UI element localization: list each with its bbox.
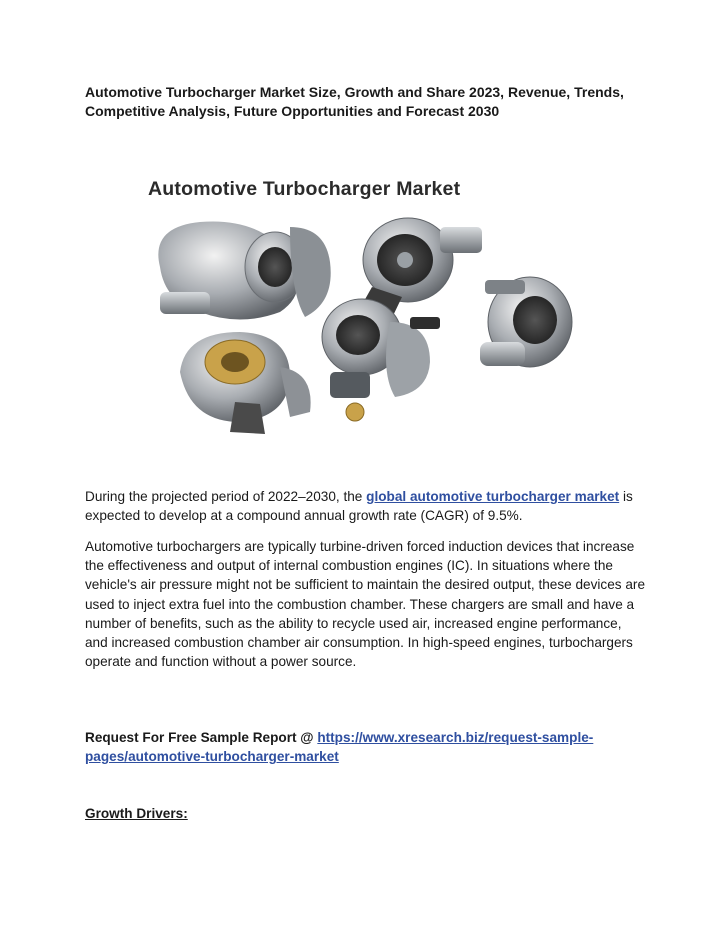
paragraph-cagr (85, 487, 645, 525)
document-title: Automotive Turbocharger Market Size, Growth and Share 2023, Revenue, Trends, Competitive Analysis, Future Opportunities and Forecast 2030 (85, 84, 624, 119)
sample-report-label: Request For Free Sample Report @ (85, 730, 318, 745)
growth-drivers-heading: Growth Drivers: (85, 806, 188, 821)
paragraph-description: Automotive turbochargers are typically turbine-driven forced induction devices that increase the effectiveness and output of internal combustion engines (IC). In situations where the vehicle's air pressure might not be sufficient to maintain the desired output, these devices are used to inject extra fuel into the combustion chamber. These chargers are small and have a number of benefits, such as the ability to recycle used air, increased engine performance, and increased combustion chamber air consumption. In high-speed engines, turbochargers operate and function without a power source. (85, 539, 645, 670)
turbo-3 (480, 277, 572, 367)
turbocharger-figure (140, 172, 580, 454)
turbo-4 (180, 332, 311, 434)
paragraph-cagr-after: is expected to develop at a compound annual growth rate (CAGR) of 9.5%. (85, 489, 633, 524)
figure-heading: Automotive Turbocharger Market (148, 178, 461, 200)
turbo-1 (158, 221, 330, 319)
turbo-5 (322, 299, 440, 421)
sample-report-link[interactable]: https://www.xresearch.biz/request-sample-pages/automotive-turbocharger-market (85, 730, 594, 765)
turbocharger-photos-icon (140, 172, 580, 454)
paragraph-cagr-before: During the projected period of 2022–2030, the (85, 489, 367, 504)
sample-report-request (85, 728, 645, 766)
global-market-link[interactable]: global automotive turbocharger market (366, 489, 620, 504)
